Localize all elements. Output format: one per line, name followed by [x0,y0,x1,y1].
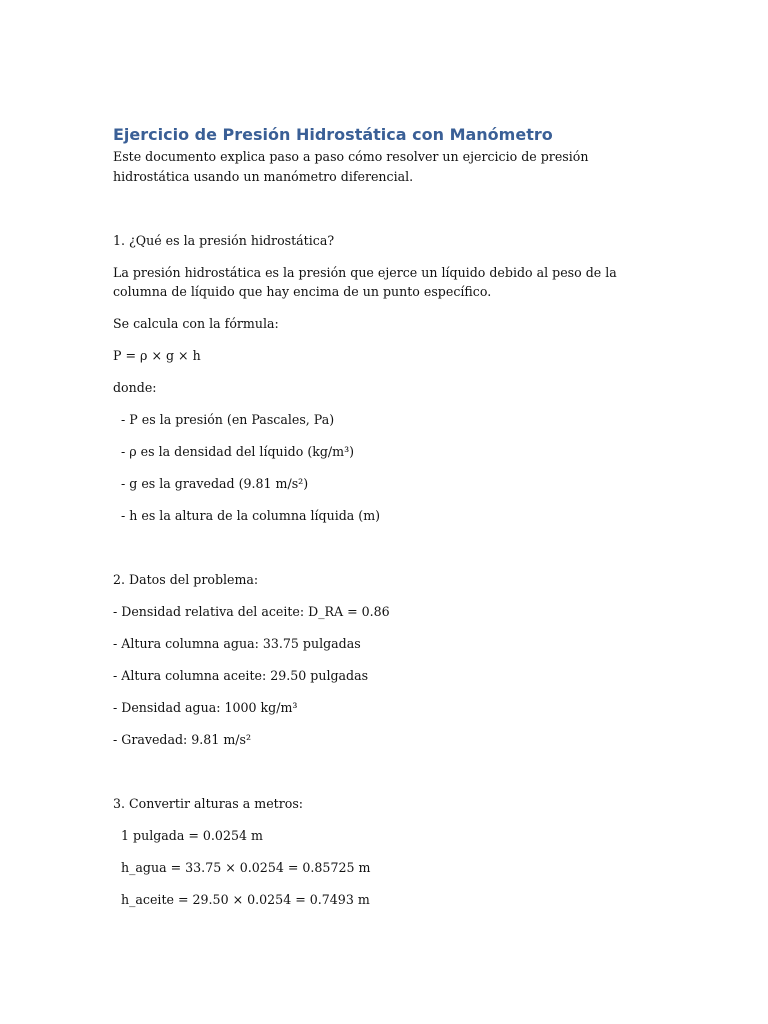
variable-item: - g es la gravedad (9.81 m/s²) [113,476,309,491]
document-title: Ejercicio de Presión Hidrostática con Manómetro [113,125,553,144]
where-label: donde: [113,380,157,395]
section-1-heading: 1. ¿Qué es la presión hidrostática? [113,232,335,248]
data-item: - Gravedad: 9.81 m/s² [113,732,252,747]
variable-item: - P es la presión (en Pascales, Pa) [113,412,335,427]
variable-item: - h es la altura de la columna líquida (m) [113,508,381,523]
variable-item: - ρ es la densidad del líquido (kg/m³) [113,444,355,459]
section-1-definition: La presión hidrostática es la presión que ejerce un líquido debido al peso de la columna de líquido que hay encima de un punto específico. [113,264,617,299]
conversion-item: h_aceite = 29.50 × 0.0254 = 0.7493 m [113,892,370,907]
data-item: - Altura columna aceite: 29.50 pulgadas [113,668,369,683]
conversion-item: 1 pulgada = 0.0254 m [113,828,263,843]
document-body [113,124,658,910]
formula: P = ρ × g × h [113,348,201,363]
intro-paragraph: Este documento explica paso a paso cómo resolver un ejercicio de presión hidrostática usando un manómetro diferencial. [113,149,589,184]
formula-intro: Se calcula con la fórmula: [113,316,279,331]
data-item: - Densidad agua: 1000 kg/m³ [113,700,298,715]
data-item: - Densidad relativa del aceite: D_RA = 0.86 [113,604,390,619]
conversion-item: h_agua = 33.75 × 0.0254 = 0.85725 m [113,860,371,875]
section-3-heading: 3. Convertir alturas a metros: [113,796,304,811]
section-2-heading: 2. Datos del problema: [113,572,259,587]
data-item: - Altura columna agua: 33.75 pulgadas [113,636,361,651]
